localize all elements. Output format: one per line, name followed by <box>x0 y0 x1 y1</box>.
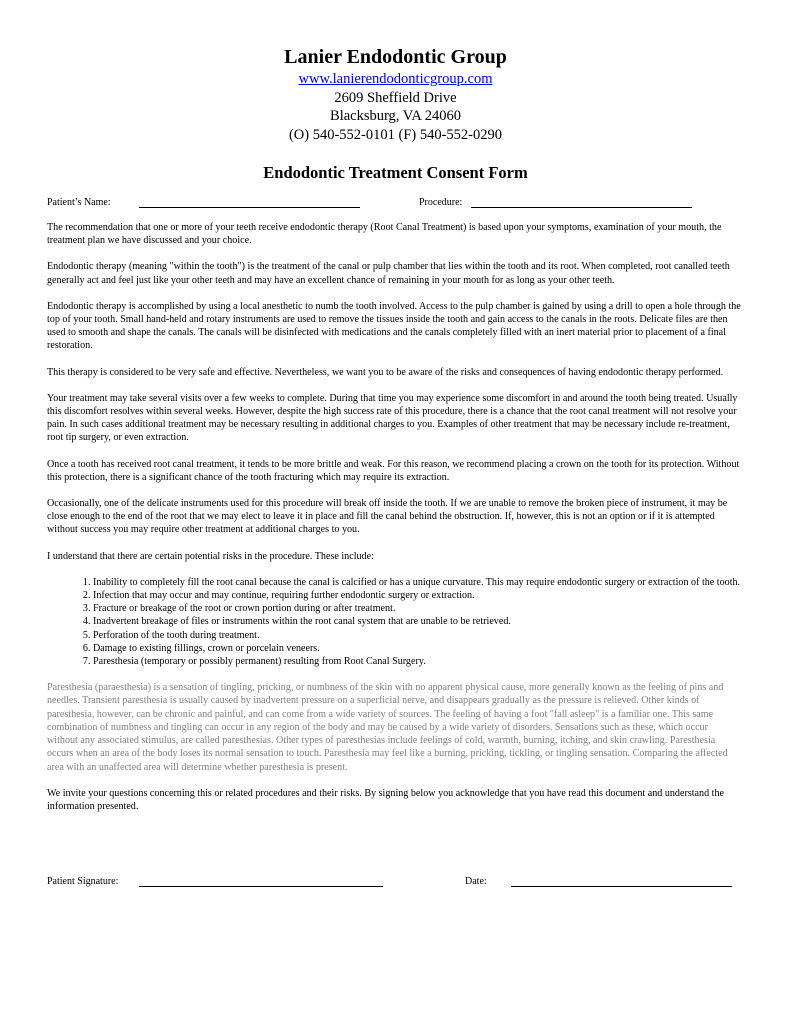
paragraph-procedure: Endodontic therapy is accomplished by using a local anesthetic to numb the tooth involved. Access to the pulp chamber is gained by using a drill to open a hole through the top of your tooth. Small hand-held and rotary instruments are used to remove the tissues inside the tooth and gain access to the canals in the roots. Delicate files are then used to smooth and shape the canals. The canals will be disinfected with medications and the canals completely filled with an inert material prior to placement of a final restoration. <box>47 300 741 352</box>
phone-fax-line: (O) 540-552-0101 (F) 540-552-0290 <box>288 126 503 143</box>
address-line-1: 2609 Sheffield Drive <box>334 89 457 106</box>
risk-item: 1. Inability to completely fill the root canal because the canal is calcified or has a unique curvature. This may require endodontic surgery or extraction of the tooth. <box>93 576 741 589</box>
paragraph-instruments: Occasionally, one of the delicate instruments used for this procedure will break off inside the tooth. If we are unable to remove the broken piece of instrument, it may be close enough to the end of the root that we may elect to leave it in place and fill the canal behind the obstruction. If, however, this is not an option or if it is attempted without success you may require other treatment at additional charges to you. <box>47 498 728 536</box>
paragraph-recommendation: The recommendation that one or more of your teeth receive endodontic therapy (Root Canal Treatment) is based upon your symptoms, examination of your mouth, the treatment plan we have discussed and your choice. <box>47 222 722 247</box>
paragraph-crown: Once a tooth has received root canal treatment, it tends to be more brittle and weak. For this reason, we recommend placing a crown on the tooth for its protection. Without this protection, there is a significant chance of the tooth fracturing which may require its extraction. <box>47 458 740 483</box>
consent-body <box>47 221 741 826</box>
website-line <box>0 70 791 89</box>
date-field[interactable] <box>511 886 732 887</box>
patient-name-label: Patient’s Name: <box>47 197 111 208</box>
form-title: Endodontic Treatment Consent Form <box>263 163 528 182</box>
paragraph-risks-intro: I understand that there are certain potential risks in the procedure. These include: <box>47 550 374 562</box>
patient-name-field[interactable] <box>139 207 360 208</box>
paragraph-definition: Endodontic therapy (meaning "within the tooth") is the treatment of the canal or pulp chamber that lies within the tooth and its root. When completed, root canalled teeth generally act and feel just like your other teeth and may have an excellent chance of remaining in your mouth for as long as your other teeth. <box>47 261 730 286</box>
letterhead <box>0 44 791 144</box>
organization-name: Lanier Endodontic Group <box>284 46 507 68</box>
paresthesia-note: Paresthesia (paraesthesia) is a sensation of tingling, pricking, or numbness of the skin with no apparent physical cause, more generally known as the feeling of pins and needles. Transient paresthesia is usually caused by inadvertent pressure on a superficial nerve, and disappears gradually as the pressure is relieved. Other kinds of paresthesia, however, can be chronic and painful, and can come from a wide variety of sources. The feeling of having a foot "fall asleep" is a familiar one. This same combination of numbness and tingling can occur in any region of the body and may be caused by a wide variety of disorders. Sensations such as these, which occur without any associated stimulus, are called paresthesias. Other types of paresthesias include feelings of cold, warmth, burning, itching, and skin crawling. Paresthesia occurs when an area of the body loses its normal sensation to touch. Paresthesia may feel like a burning, pricking, tickling, or tingling sensation. Comparing the affected area with an unaffected area will determine whether paresthesia is present. <box>47 682 728 773</box>
address-line-2: Blacksburg, VA 24060 <box>330 108 461 124</box>
risk-item: 3. Fracture or breakage of the root or crown portion during or after treatment. <box>93 602 741 615</box>
paragraph-safety: This therapy is considered to be very safe and effective. Nevertheless, we want you to be aware of the risks and consequences of having endodontic therapy performed. <box>47 366 724 378</box>
risk-item: 4. Inadvertent breakage of files or instruments within the root canal system that are unable to be retrieved. <box>93 615 741 628</box>
risk-item: 6. Damage to existing fillings, crown or porcelain veneers. <box>93 642 741 655</box>
risk-item: 2. Infection that may occur and may continue, requiring further endodontic surgery or extraction. <box>93 589 741 602</box>
procedure-label: Procedure: <box>419 197 463 208</box>
risk-list <box>47 576 741 668</box>
risk-item: 7. Paresthesia (temporary or possibly permanent) resulting from Root Canal Surgery. <box>93 655 741 668</box>
website-link[interactable]: www.lanierendodonticgroup.com <box>298 71 493 87</box>
procedure-field[interactable] <box>471 207 692 208</box>
closing-statement: We invite your questions concerning this or related procedures and their risks. By signing below you acknowledge that you have read this document and understand the information presented. <box>47 787 724 812</box>
risk-item: 5. Perforation of the tooth during treatment. <box>93 629 741 642</box>
paragraph-visits: Your treatment may take several visits over a few weeks to complete. During that time you may experience some discomfort in and around the tooth being treated. Usually this discomfort resolves within several weeks. However, despite the high success rate of this procedure, there is a chance that the root canal treatment will not resolve your pain. In such cases additional treatment may be necessary resulting in additional charges to you. Examples of other treatment that may be necessary include re-treatment, root tip surgery, or even extraction. <box>47 392 738 444</box>
date-label: Date: <box>465 876 487 887</box>
patient-signature-label: Patient Signature: <box>47 876 119 887</box>
patient-signature-field[interactable] <box>139 886 383 887</box>
